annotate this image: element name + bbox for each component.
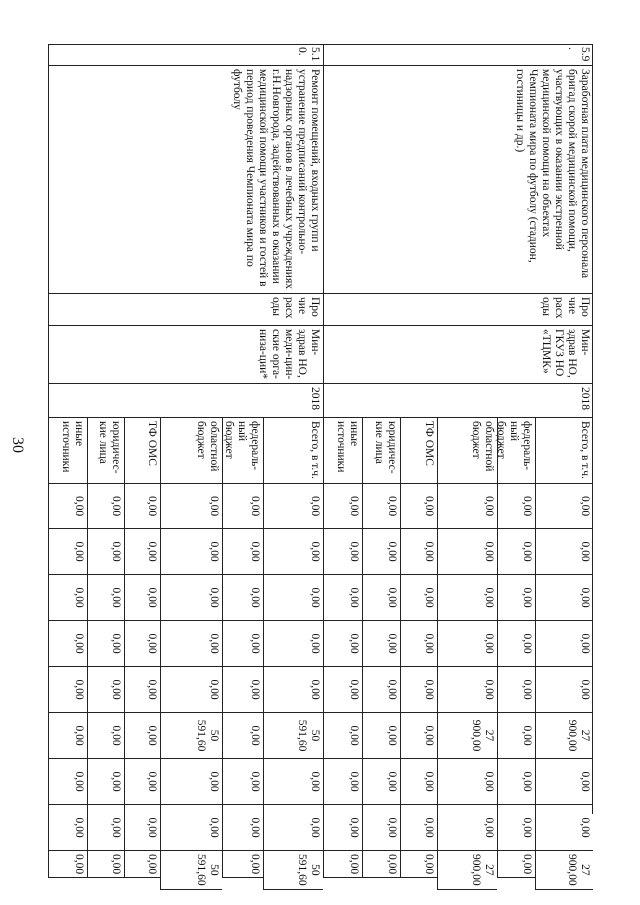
amount-cell: 0,00 — [87, 851, 124, 878]
amount-cell: 0,00 — [362, 759, 400, 805]
amount-cell: 0,00 — [362, 667, 400, 713]
amount-cell: 0,00 — [535, 529, 593, 575]
amount-cell: 0,00 — [222, 759, 263, 805]
row-number: 5.9. — [323, 44, 593, 66]
amount-cell: 0,00 — [323, 484, 362, 529]
amount-cell: 0,00 — [437, 805, 497, 851]
amount-cell: 0,00 — [437, 667, 497, 713]
amount-cell: 0,00 — [497, 484, 535, 529]
amount-cell: 0,00 — [48, 805, 87, 851]
funding-source-label: федераль-ный бюджет — [222, 418, 263, 484]
amount-cell: 0,00 — [497, 851, 535, 878]
amount-cell: 0,00 — [535, 805, 593, 851]
funding-source-label: Всего, в т.ч. — [535, 418, 593, 484]
amount-cell: 0,00 — [497, 621, 535, 667]
executor: Мин-здрав НО, меди-цин-ские орга-низа-ции* — [48, 326, 323, 384]
amount-cell: 0,00 — [263, 759, 323, 805]
amount-cell: 0,00 — [400, 621, 437, 667]
amount-cell: 0,00 — [222, 529, 263, 575]
amount-cell: 0,00 — [160, 529, 222, 575]
amount-cell: 0,00 — [124, 667, 160, 713]
amount-cell: 0,00 — [437, 529, 497, 575]
amount-cell: 50 591,60 — [160, 851, 222, 890]
funding-source-label: областной бюджет — [160, 418, 222, 484]
amount-cell: 0,00 — [400, 759, 437, 805]
amount-cell: 0,00 — [48, 621, 87, 667]
amount-cell: 0,00 — [222, 851, 263, 878]
amount-cell: 0,00 — [497, 529, 535, 575]
funding-source-label: областной бюджет — [437, 418, 497, 484]
amount-cell: 0,00 — [400, 851, 437, 878]
amount-cell: 0,00 — [160, 575, 222, 621]
funding-source-label: иные источники — [323, 418, 362, 484]
amount-cell: 27 900,00 — [535, 713, 593, 759]
implementation-year: 2018 — [323, 384, 593, 418]
amount-cell: 0,00 — [323, 713, 362, 759]
amount-cell: 0,00 — [222, 667, 263, 713]
amount-cell: 0,00 — [87, 484, 124, 529]
amount-cell: 0,00 — [400, 529, 437, 575]
amount-cell: 0,00 — [48, 713, 87, 759]
amount-cell: 0,00 — [160, 805, 222, 851]
executor: Мин-здрав НО, ГКУЗ НО «ТЦМК» — [323, 326, 593, 384]
amount-cell: 50 591,60 — [160, 713, 222, 759]
amount-cell: 0,00 — [362, 575, 400, 621]
expense-type: Прочие расходы — [48, 294, 323, 326]
budget-table — [48, 44, 593, 886]
amount-cell: 50 591,60 — [263, 713, 323, 759]
amount-cell: 0,00 — [263, 805, 323, 851]
amount-cell: 0,00 — [437, 484, 497, 529]
amount-cell: 0,00 — [124, 484, 160, 529]
amount-cell: 0,00 — [323, 575, 362, 621]
amount-cell: 0,00 — [437, 759, 497, 805]
amount-cell: 0,00 — [400, 484, 437, 529]
amount-cell: 0,00 — [400, 713, 437, 759]
expense-type: Прочие расходы — [323, 294, 593, 326]
amount-cell: 0,00 — [263, 484, 323, 529]
amount-cell: 0,00 — [263, 667, 323, 713]
amount-cell: 0,00 — [87, 805, 124, 851]
funding-source-label: ТФ ОМС — [124, 418, 160, 484]
amount-cell: 0,00 — [263, 529, 323, 575]
amount-cell: 0,00 — [362, 851, 400, 878]
amount-cell: 0,00 — [362, 529, 400, 575]
amount-cell: 0,00 — [222, 484, 263, 529]
amount-cell: 0,00 — [497, 805, 535, 851]
amount-cell: 0,00 — [323, 805, 362, 851]
amount-cell: 0,00 — [497, 667, 535, 713]
amount-cell: 0,00 — [124, 529, 160, 575]
amount-cell: 0,00 — [437, 575, 497, 621]
amount-cell: 0,00 — [222, 713, 263, 759]
row-number: 5.10. — [48, 44, 323, 66]
amount-cell: 0,00 — [535, 667, 593, 713]
amount-cell: 0,00 — [48, 759, 87, 805]
amount-cell: 27 900,00 — [437, 713, 497, 759]
funding-source-label: федераль-ный бюджет — [497, 418, 535, 484]
amount-cell: 0,00 — [124, 575, 160, 621]
amount-cell: 0,00 — [222, 575, 263, 621]
amount-cell: 0,00 — [497, 759, 535, 805]
funding-source-label: Всего, в т.ч. — [263, 418, 323, 484]
amount-cell: 0,00 — [323, 667, 362, 713]
amount-cell: 0,00 — [535, 575, 593, 621]
amount-cell: 0,00 — [160, 759, 222, 805]
measure-description: Заработная плата медицинского персонала бригад скорой медицинской помощи, участвующих в оказании экстренной медицинской помощи на объектах Чемпионата мира по футболу (стадион, гостиницы и др.) — [323, 66, 593, 294]
amount-cell: 0,00 — [87, 713, 124, 759]
amount-cell: 0,00 — [263, 575, 323, 621]
amount-cell: 0,00 — [48, 575, 87, 621]
amount-cell: 0,00 — [535, 484, 593, 529]
amount-cell: 0,00 — [323, 851, 362, 878]
amount-cell: 0,00 — [362, 484, 400, 529]
amount-cell: 0,00 — [160, 621, 222, 667]
funding-source-label: юридичес-кие лица — [87, 418, 124, 484]
amount-cell: 0,00 — [124, 805, 160, 851]
amount-cell: 0,00 — [87, 667, 124, 713]
funding-source-label: иные источники — [48, 418, 87, 484]
amount-cell: 0,00 — [400, 805, 437, 851]
amount-cell: 0,00 — [48, 851, 87, 878]
amount-cell: 0,00 — [437, 621, 497, 667]
funding-source-label: юридичес-кие лица — [362, 418, 400, 484]
amount-cell: 0,00 — [323, 621, 362, 667]
amount-cell: 0,00 — [497, 575, 535, 621]
measure-description: Ремонт помещений, входных групп и устранение предписаний контрольно-надзорных органов в лечебных учреждениях г.Н.Новгорода, задействованных в оказании медицинской помощи участников и гостей в период проведения Чемпионата мира по футболу — [48, 66, 323, 294]
amount-cell: 0,00 — [124, 713, 160, 759]
amount-cell: 0,00 — [160, 667, 222, 713]
amount-cell: 0,00 — [87, 759, 124, 805]
amount-cell: 27 900,00 — [437, 851, 497, 890]
amount-cell: 0,00 — [497, 713, 535, 759]
amount-cell: 0,00 — [400, 667, 437, 713]
amount-cell: 0,00 — [124, 621, 160, 667]
amount-cell: 0,00 — [222, 621, 263, 667]
page-number: 30 — [9, 437, 26, 453]
amount-cell: 50 591,60 — [263, 851, 323, 890]
amount-cell: 0,00 — [87, 529, 124, 575]
amount-cell: 0,00 — [323, 759, 362, 805]
amount-cell: 0,00 — [535, 759, 593, 805]
amount-cell: 0,00 — [48, 529, 87, 575]
amount-cell: 0,00 — [124, 759, 160, 805]
amount-cell: 0,00 — [400, 575, 437, 621]
amount-cell: 0,00 — [323, 529, 362, 575]
funding-source-label: ТФ ОМС — [400, 418, 437, 484]
amount-cell: 0,00 — [87, 621, 124, 667]
amount-cell: 0,00 — [362, 621, 400, 667]
implementation-year: 2018 — [48, 384, 323, 418]
amount-cell: 0,00 — [87, 575, 124, 621]
amount-cell: 0,00 — [48, 667, 87, 713]
amount-cell: 0,00 — [124, 851, 160, 878]
amount-cell: 0,00 — [160, 484, 222, 529]
amount-cell: 0,00 — [263, 621, 323, 667]
amount-cell: 0,00 — [222, 805, 263, 851]
amount-cell: 0,00 — [48, 484, 87, 529]
amount-cell: 0,00 — [362, 805, 400, 851]
amount-cell: 0,00 — [362, 713, 400, 759]
amount-cell: 0,00 — [535, 621, 593, 667]
amount-cell: 27 900,00 — [535, 851, 593, 890]
